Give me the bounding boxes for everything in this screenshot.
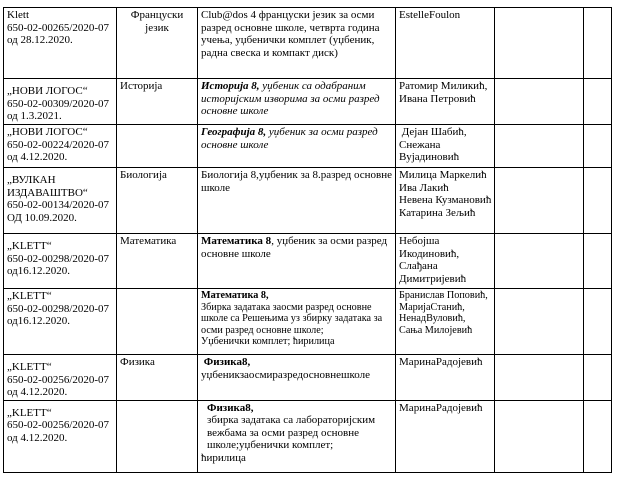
book-title: Математика 8,	[201, 290, 269, 301]
book-title: Физика8,	[201, 356, 251, 368]
book-cell	[198, 79, 396, 125]
empty-cell	[584, 355, 612, 401]
book-title: Географија 8,	[201, 126, 267, 138]
subject-cell	[117, 8, 198, 79]
empty-cell	[495, 8, 584, 79]
book-line: радна свеска и компакт диск)	[201, 46, 338, 59]
subject-line: Француски	[130, 9, 184, 21]
publisher-cell	[4, 168, 117, 234]
publisher-cell	[4, 125, 117, 168]
author-line: Милица Маркелић	[399, 169, 487, 181]
publisher-line: 650-02-00265/2020-07	[7, 21, 110, 34]
publisher-cell	[4, 234, 117, 289]
empty-cell	[495, 79, 584, 125]
author-line: Небојша	[399, 235, 440, 247]
book-cell	[198, 289, 396, 355]
book-line: основне школе	[201, 138, 269, 151]
book-line: Збирка задатака заосми разред основне	[201, 301, 372, 313]
empty-cell	[495, 234, 584, 289]
author-line: МаријаСтанић,	[399, 301, 465, 313]
book-line: Биологија 8,уџбеник за 8.разред основне	[201, 169, 393, 181]
publisher-line: „НОВИ ЛОГОС“	[7, 85, 88, 97]
table-row	[4, 168, 612, 234]
publisher-line: 650-02-00224/2020-07	[7, 138, 110, 151]
table-row	[4, 234, 612, 289]
book-line: основне школе	[201, 247, 271, 260]
book-line: Club@dos 4 француски језик за осми	[201, 9, 375, 21]
book-line: основне школе	[201, 105, 269, 117]
publisher-cell	[4, 79, 117, 125]
publisher-line: „KLETT“	[7, 361, 52, 373]
empty-cell	[495, 289, 584, 355]
publisher-line: 650-02-00298/2020-07	[7, 252, 110, 265]
publisher-line: ИЗДАВАШТВО“	[7, 186, 88, 199]
subject-cell	[117, 400, 198, 472]
subject-line: Физика	[120, 356, 155, 368]
table-row	[4, 289, 612, 355]
author-line: НенадВуловић,	[399, 313, 466, 324]
publisher-cell	[4, 355, 117, 401]
book-line: Уџбенички комплет; ћирилица	[201, 336, 335, 347]
author-line: Снежана	[399, 138, 441, 151]
authors-cell	[396, 125, 495, 168]
author-line: Бранислав Поповић,	[399, 290, 488, 301]
publisher-cell	[4, 289, 117, 355]
book-title-rest: уџбеник за осми разред	[266, 126, 378, 138]
publisher-line: од16.12.2020.	[7, 315, 71, 327]
publisher-line: „НОВИ ЛОГОС“	[7, 126, 88, 138]
book-cell	[198, 234, 396, 289]
publisher-line: 650-02-00256/2020-07	[7, 373, 110, 386]
publisher-line: „ВУЛКАН	[7, 174, 56, 186]
textbook-table	[3, 7, 612, 473]
subject-cell	[117, 79, 198, 125]
author-line: Слађана	[399, 260, 438, 272]
author-line: Икодиновић,	[399, 247, 460, 260]
book-line: разред основне школе, четврта година	[201, 21, 380, 34]
empty-cell	[495, 125, 584, 168]
author-line: Вујадиновић	[399, 151, 460, 163]
table-row	[4, 125, 612, 168]
publisher-line: ОД 10.09.2020.	[7, 211, 77, 224]
book-line: осми разред основне школе;	[201, 324, 324, 336]
empty-cell	[584, 79, 612, 125]
book-line: учења, уџбенички комплет (уџбеник,	[201, 34, 375, 46]
empty-cell	[584, 289, 612, 355]
empty-cell	[495, 400, 584, 472]
subject-cell	[117, 289, 198, 355]
author-line: Катарина Зељић	[399, 206, 476, 219]
publisher-line: „KLETT“	[7, 290, 52, 302]
book-cell	[198, 168, 396, 234]
book-line	[201, 126, 392, 139]
publisher-line: 650-02-00309/2020-07	[7, 97, 110, 110]
empty-cell	[584, 125, 612, 168]
publisher-line: Klett	[7, 9, 29, 21]
author-line: Дејан Шабић,	[399, 126, 467, 138]
authors-cell	[396, 355, 495, 401]
empty-cell	[495, 168, 584, 234]
book-line: вежбама за осми разред основне	[207, 426, 360, 439]
book-title: Математика 8	[201, 235, 272, 247]
publisher-line: од 28.12.2020.	[7, 34, 73, 46]
empty-cell	[584, 168, 612, 234]
author-line: Ива Лакић	[399, 181, 449, 194]
author-line: EstelleFoulon	[399, 9, 461, 21]
authors-cell	[396, 400, 495, 472]
authors-cell	[396, 289, 495, 355]
author-line: Ратомир Миликић,	[399, 80, 488, 92]
book-cell	[198, 125, 396, 168]
subject-cell	[117, 355, 198, 401]
subject-cell	[117, 168, 198, 234]
subject-line: Историја	[120, 80, 163, 92]
author-line: МаринаРадојевић	[399, 356, 483, 368]
book-cell	[198, 8, 396, 79]
publisher-line: „KLETT“	[7, 240, 52, 252]
publisher-line: „KLETT“	[7, 406, 52, 419]
publisher-line: 650-02-00134/2020-07	[7, 199, 110, 211]
publisher-line: 650-02-00298/2020-07	[7, 302, 110, 315]
book-title-rest: , уџбеник за осми разред	[271, 235, 388, 247]
authors-cell	[396, 168, 495, 234]
table-row	[4, 79, 612, 125]
authors-cell	[396, 234, 495, 289]
book-line: школе;уџбенички комплет;	[207, 439, 334, 451]
publisher-line: од 4.12.2020.	[7, 151, 68, 163]
publisher-line: од 4.12.2020.	[7, 386, 68, 398]
subject-line: Биологија	[120, 169, 167, 181]
publisher-line: од16.12.2020.	[7, 265, 71, 277]
table-row	[4, 355, 612, 401]
publisher-cell	[4, 400, 117, 472]
book-line	[201, 235, 392, 248]
subject-line: језик	[145, 21, 169, 34]
book-title-rest: уџбеник са одабраним	[259, 80, 366, 92]
empty-cell	[495, 355, 584, 401]
empty-cell	[584, 234, 612, 289]
publisher-line: од 1.3.2021.	[7, 110, 62, 122]
subject-line: Математика	[120, 235, 177, 247]
book-line: историјским изворима за осми разред	[201, 92, 380, 105]
empty-cell	[584, 8, 612, 79]
empty-cell	[584, 400, 612, 472]
author-line: Сања Милојевић	[399, 324, 473, 336]
book-line: уџбеникзаосмиразредосновнешколе	[201, 368, 370, 381]
book-title: Физика8,	[207, 401, 254, 414]
book-cell	[198, 400, 396, 472]
book-line: школе са Решењима уз збирку задатака за	[201, 313, 383, 324]
subject-cell	[117, 234, 198, 289]
author-line: Димитријевић	[399, 272, 467, 285]
author-line: Невена Кузмановић	[399, 194, 492, 206]
publisher-line: од 4.12.2020.	[7, 431, 68, 444]
book-line: ћирилица	[201, 451, 246, 464]
table-row	[4, 400, 612, 472]
publisher-cell	[4, 8, 117, 79]
book-line	[201, 80, 392, 93]
book-cell	[198, 355, 396, 401]
authors-cell	[396, 79, 495, 125]
table-row	[4, 8, 612, 79]
subject-cell	[117, 125, 198, 168]
book-line: збирка задатака са лабораторијским	[207, 414, 376, 426]
book-title: Историја 8,	[201, 80, 260, 92]
author-line: МаринаРадојевић	[399, 401, 483, 414]
publisher-line: 650-02-00256/2020-07	[7, 419, 110, 431]
book-line: школе	[201, 181, 230, 194]
authors-cell	[396, 8, 495, 79]
author-line: Ивана Петровић	[399, 92, 476, 105]
